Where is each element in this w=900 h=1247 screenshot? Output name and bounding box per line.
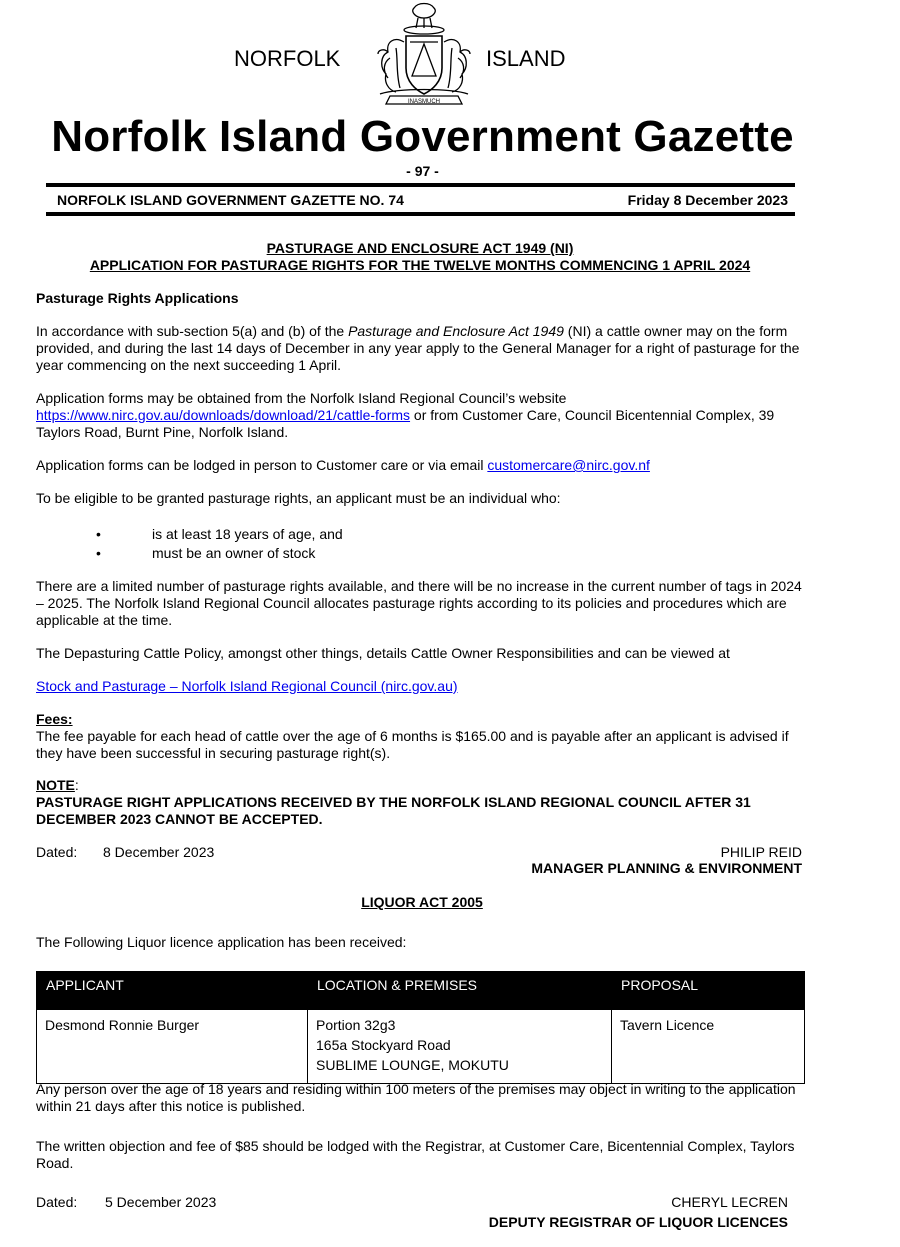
header-left-word: NORFOLK [234, 46, 341, 71]
table-row [37, 1010, 805, 1084]
stock-pasturage-link[interactable]: Stock and Pasturage – Norfolk Island Regional Council (nirc.gov.au) [36, 678, 458, 694]
pasturage-heading-application: APPLICATION FOR PASTURAGE RIGHTS FOR THE TWELVE MONTHS COMMENCING 1 APRIL 2024 [89, 257, 751, 273]
page-number: - 97 - [406, 163, 439, 179]
note-text: PASTURAGE RIGHT APPLICATIONS RECEIVED BY THE NORFOLK ISLAND REGIONAL COUNCIL AFTER 31 DECEMBER 2023 CANNOT BE ACCEPTED. [36, 794, 751, 827]
pasturage-paragraph-4: To be eligible to be granted pasturage rights, an applicant must be an individual who: [36, 490, 561, 506]
pasturage-paragraph-3: Application forms can be lodged in person to Customer care or via email customercare@nirc.gov.nf [36, 457, 650, 473]
liquor-paragraph-1: Any person over the age of 18 years and residing within 100 meters of the premises may object in writing to the application within 21 days after this notice is published. [36, 1081, 796, 1114]
customercare-email-link[interactable]: customercare@nirc.gov.nf [487, 457, 650, 473]
header-right-word: ISLAND [486, 46, 566, 71]
pasturage-paragraph-7 [36, 678, 806, 695]
dated-label: Dated: [36, 1194, 78, 1210]
pasturage-signatory-name: PHILIP REID [720, 844, 802, 860]
pasturage-paragraph-5: There are a limited number of pasturage rights available, and there will be no increase in the current number of tags in 2024 – 2025. The Norfolk Island Regional Council allocates pasturage rights according to its policies and procedures which are applicable at the time. [36, 578, 802, 628]
gazette-number: NORFOLK ISLAND GOVERNMENT GAZETTE NO. 74 [57, 192, 404, 208]
column-header: PROPOSAL [612, 972, 805, 1010]
list-item: must be an owner of stock [152, 545, 316, 561]
applicant-cell: Desmond Ronnie Burger [37, 1010, 308, 1084]
liquor-signatory-name: CHERYL LECREN [671, 1194, 788, 1210]
column-header: APPLICANT [37, 972, 308, 1010]
dated-value: 8 December 2023 [103, 844, 215, 860]
bullet-icon: • [96, 526, 101, 542]
liquor-heading: LIQUOR ACT 2005 [361, 894, 483, 910]
dated-label: Dated: [36, 844, 78, 860]
bullet-icon: • [96, 545, 101, 561]
liquor-dated [36, 1194, 217, 1211]
list-item: is at least 18 years of age, and [152, 526, 343, 542]
note-label: NOTE [36, 777, 75, 793]
pasturage-subheading: Pasturage Rights Applications [36, 290, 239, 306]
pasturage-signatory-title: MANAGER PLANNING & ENVIRONMENT [531, 860, 802, 876]
pasturage-paragraph-2: Application forms may be obtained from the Norfolk Island Regional Council’s website https://www.nirc.gov.au/downloads/download/21/cattle-forms or from Customer Care, Council Bicentennial Complex, 39 Taylors Road, Burnt Pine, Norfolk Island. [36, 390, 775, 440]
pasturage-dated [36, 844, 215, 861]
fees-label: Fees: [36, 711, 73, 727]
dated-value: 5 December 2023 [105, 1194, 217, 1210]
fees-text: The fee payable for each head of cattle over the age of 6 months is $165.00 and is payable after an applicant is advised if they have been successful in securing pasturage right(s). [36, 728, 789, 761]
location-cell: Portion 32g3 165a Stockyard Road SUBLIME LOUNGE, MOKUTU [308, 1010, 612, 1084]
eligibility-list [0, 526, 900, 566]
pasturage-paragraph-6: The Depasturing Cattle Policy, amongst other things, details Cattle Owner Responsibilities and can be viewed at [36, 645, 730, 661]
header-rule-top [46, 183, 795, 187]
header-rule-bottom [46, 212, 795, 216]
pasturage-heading-act: PASTURAGE AND ENCLOSURE ACT 1949 (NI) [266, 240, 574, 256]
liquor-paragraph-2: The written objection and fee of $85 should be lodged with the Registrar, at Customer Care, Bicentennial Complex, Taylors Road. [36, 1138, 795, 1171]
pasturage-paragraph-1: In accordance with sub-section 5(a) and (b) of the Pasturage and Enclosure Act 1949 (NI) a cattle owner may on the form provided, and during the last 14 days of December in any year apply to the General Manager for a right of pasturage for the year commencing on the next succeeding 1 April. [36, 323, 800, 373]
liquor-intro: The Following Liquor licence application has been received: [36, 934, 407, 950]
fees-section [36, 711, 806, 762]
gazette-title: Norfolk Island Government Gazette [51, 112, 794, 161]
column-header: LOCATION & PREMISES [308, 972, 612, 1010]
gazette-info-line [57, 192, 788, 209]
table-header-row [37, 972, 805, 1010]
liquor-application-table [36, 971, 805, 1084]
gazette-date: Friday 8 December 2023 [627, 192, 788, 208]
coat-of-arms-icon [366, 2, 482, 108]
note-section: NOTE: PASTURAGE RIGHT APPLICATIONS RECEIVED BY THE NORFOLK ISLAND REGIONAL COUNCIL AFTER 31 DECEMBER 2023 CANNOT BE ACCEPTED. [36, 777, 751, 827]
svg-text:INASMUCH: INASMUCH [407, 99, 441, 105]
cattle-forms-link[interactable]: https://www.nirc.gov.au/downloads/download/21/cattle-forms [36, 407, 411, 423]
liquor-signatory-title: DEPUTY REGISTRAR OF LIQUOR LICENCES [488, 1214, 788, 1230]
proposal-cell: Tavern Licence [612, 1010, 805, 1084]
